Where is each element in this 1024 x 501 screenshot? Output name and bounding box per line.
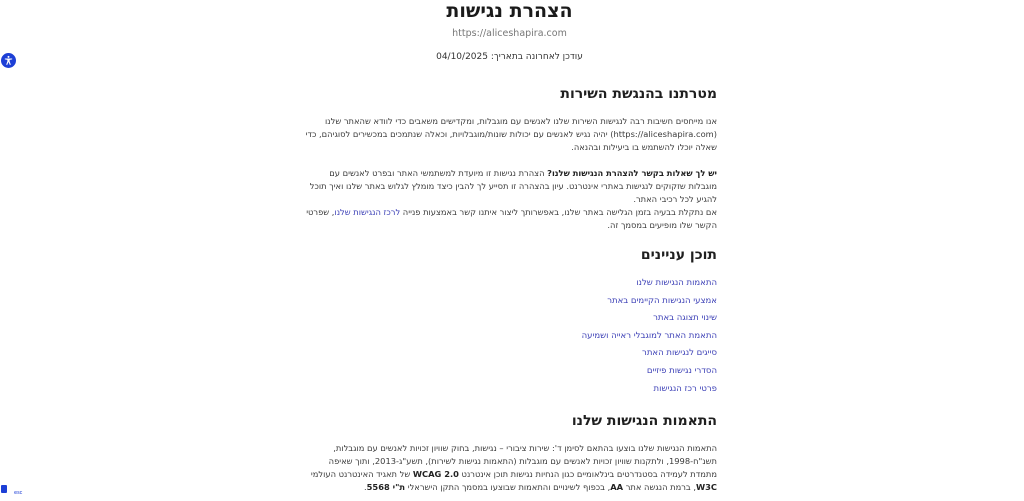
adaptations-paragraph bbox=[302, 442, 717, 494]
israeli-standard: ת"י 5568 bbox=[366, 482, 406, 493]
questions-bold-lead: יש לך שאלות בקשר להצהרת הנגישות שלנו? bbox=[547, 168, 717, 178]
w3c-label: W3C bbox=[695, 482, 717, 493]
statement-content bbox=[302, 0, 717, 494]
toc-item bbox=[302, 328, 717, 346]
contact-text-before: אם נתקלת בבעיה בזמן הגלישה באתר שלנו, באפשרותך ליצור איתנו קשר באמצעות פנייה bbox=[400, 207, 717, 217]
page-title: הצהרת נגישות bbox=[446, 0, 573, 22]
conformance-level: AA bbox=[610, 482, 624, 493]
toc-item bbox=[302, 345, 717, 363]
toc-link-site-tools[interactable]: אמצעי הנגישות הקיימים באתר bbox=[607, 295, 717, 306]
adaptations-text-mid3: , בכפוף לשינויים והתאמות שבוצעו במסמך התקן הישראלי bbox=[405, 482, 611, 493]
adaptations-text-mid2: , ברמת הנגשה אתר bbox=[623, 482, 696, 493]
last-updated-label: עודכן לאחרונה בתאריך: bbox=[490, 52, 583, 62]
accessibility-icon bbox=[3, 55, 14, 66]
skip-link-marker[interactable] bbox=[1, 485, 7, 493]
last-updated-date: 04/10/2025 bbox=[436, 52, 488, 62]
mission-paragraph-questions bbox=[302, 167, 717, 206]
toc-link-adaptations[interactable]: התאמות הנגישות שלנו bbox=[636, 278, 717, 288]
toc-item bbox=[302, 381, 717, 399]
toc-item bbox=[302, 293, 717, 311]
section-heading-toc: תוכן עניינים bbox=[640, 247, 717, 263]
toc-item bbox=[302, 275, 717, 293]
table-of-contents bbox=[302, 275, 717, 398]
adaptations-text-mid1: של תאגיד האינטרנט העולמי bbox=[310, 469, 413, 480]
accessibility-widget-button[interactable] bbox=[1, 53, 16, 68]
toc-link-limitations[interactable]: סייגים לנגישות האתר bbox=[642, 348, 717, 359]
toc-link-coordinator[interactable]: פרטי רכז הנגישות bbox=[653, 383, 717, 394]
last-updated bbox=[302, 51, 717, 63]
adaptations-text-end: . bbox=[364, 482, 367, 493]
toc-link-display-change[interactable]: שינוי תצוגה באתר bbox=[653, 313, 717, 324]
section-heading-adaptations: התאמות הנגישות שלנו bbox=[571, 413, 717, 430]
mission-paragraph-contact bbox=[302, 206, 717, 232]
toc-item bbox=[302, 310, 717, 328]
mission-paragraph-intro: אנו מייחסים חשיבות רבה לנגישות השירות שלנו לאנשים עם מוגבלות, ומקדישים משאבים כדי לוודא שהאתר שלנו (https://aliceshapira.com) יהיה נגיש לאנשים עם יכולות שונות/מוגבלויות, וכאלה שנתמכים במכשירים לסוגיהם, כדי שאלה יוכלו להשתמש בו ביעילות ובהנאה. bbox=[305, 116, 717, 152]
questions-text: הצהרת נגישות זו מיועדת למשתמשי האתר ובפרט לאנשים עם מוגבלות שזקוקים לנגישות באתרי אינטרנט. עיון בהצהרה זו תסייע לך להבין כיצד מומלץ לגלוש באתר שלנו ואיך תוכל להגיע לכל רכיבי האתר. bbox=[309, 168, 717, 204]
contact-text-after: , שפרטי הקשר שלו מופיעים במסמך זה. bbox=[306, 207, 717, 230]
toc-link-vision-hearing[interactable]: התאמת האתר למוגבלי ראייה ושמיעה bbox=[581, 330, 717, 341]
adaptations-text-start: התאמות הנגישות שלנו בוצעו בהתאם לסימן ד': שירות ציבורי – נגישות, בחוק שוויון זכויות לאנשים עם מוגבלות, תשנ"ח-1998, ולתקנות שוויון זכויות לאנשים עם מוגבלות (התאמות נגישות לשירות), תשע"ג-2013, ותוך שאיפה מתמדת לעמידה בסטנדרטים בינלאומיים כגון הנחיות נגישות תוכן אינטרנט bbox=[328, 443, 717, 480]
site-url: https://aliceshapira.com bbox=[452, 28, 567, 39]
esc-shortcut-label: esc bbox=[14, 490, 23, 496]
accessibility-coordinator-link[interactable]: לרכז הנגישות שלנו bbox=[334, 207, 401, 217]
wcag-version: WCAG 2.0 bbox=[412, 469, 459, 480]
toc-item bbox=[302, 363, 717, 381]
toc-link-physical[interactable]: הסדרי נגישות פיזיים bbox=[646, 365, 717, 376]
section-heading-mission: מטרתנו בהנגשת השירות bbox=[560, 86, 717, 102]
